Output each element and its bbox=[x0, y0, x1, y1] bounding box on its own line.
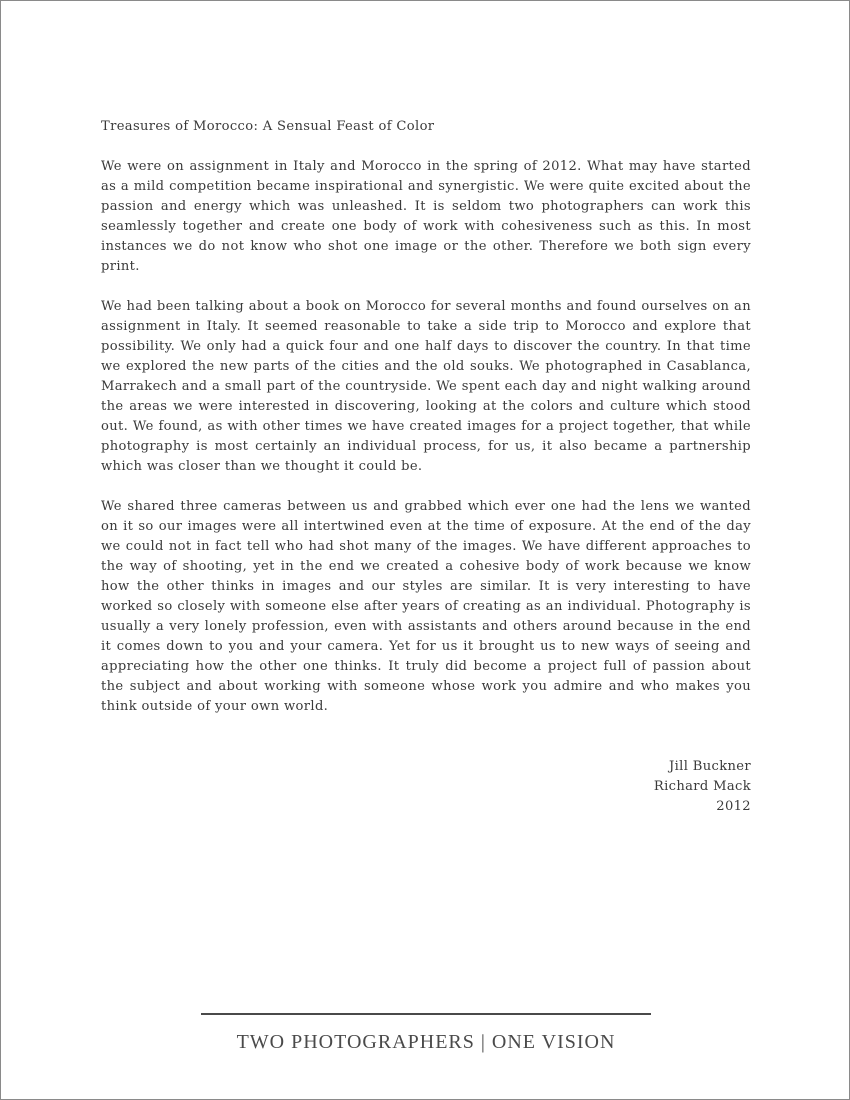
document-body bbox=[101, 117, 751, 817]
footer-tagline: TWO PHOTOGRAPHERS | ONE VISION bbox=[236, 1031, 616, 1053]
paragraph-2: We had been talking about a book on Morocco for several months and found ourselves on an assignment in Italy. It seemed reasonable to take a side trip to Morocco and explore that possibility. We only had a quick four and one half days to discover the country. In that time we explored the new parts of the cities and the old souks. We photographed in Casablanca, Marrakech and a small part of the countryside. We spent each day and night walking around the areas we were interested in discovering, looking at the colors and culture which stood out. We found, as with other times we have created images for a project together, that while photography is most certainly an individual process, for us, it also became a partnership which was closer than we thought it could be. bbox=[101, 299, 751, 474]
paragraph-1: We were on assignment in Italy and Morocco in the spring of 2012. What may have started as a mild competition became inspirational and synergistic. We were quite excited about the passion and energy which was unleashed. It is seldom two photographers can work this seamlessly together and create one body of work with cohesiveness such as this. In most instances we do not know who shot one image or the other. Therefore we both sign every print. bbox=[101, 159, 751, 274]
document-title: Treasures of Morocco: A Sensual Feast of Color bbox=[101, 119, 435, 134]
signature-name-1: Jill Buckner bbox=[669, 759, 751, 774]
paragraph-3: We shared three cameras between us and grabbed which ever one had the lens we wanted on it so our images were all intertwined even at the time of exposure. At the end of the day we could not in fact tell who had shot many of the images. We have different approaches to the way of shooting, yet in the end we created a cohesive body of work because we know how the other thinks in images and our styles are similar. It is very interesting to have worked so closely with someone else after years of creating as an individual. Photography is usually a very lonely profession, even with assistants and others around because in the end it comes down to you and your camera. Yet for us it brought us to new ways of seeing and appreciating how the other one thinks. It truly did become a project full of passion about the subject and about working with someone whose work you admire and who makes you think outside of your own world. bbox=[101, 499, 751, 714]
signature-name-2: Richard Mack bbox=[653, 779, 751, 794]
signature-year: 2012 bbox=[716, 799, 751, 814]
signature-block bbox=[101, 757, 751, 817]
footer-divider bbox=[201, 1013, 651, 1015]
